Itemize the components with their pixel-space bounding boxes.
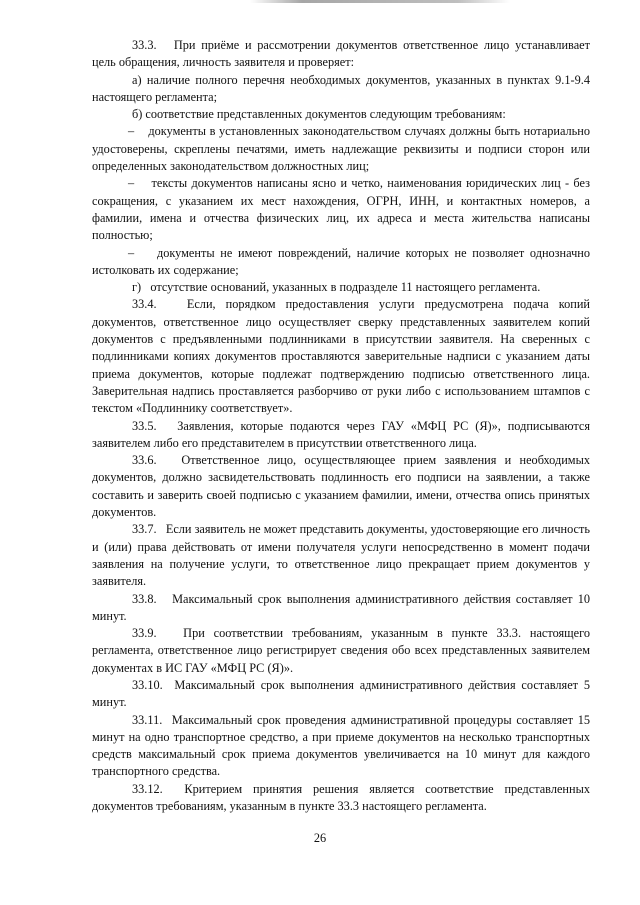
paragraph-33-3: 33.3. При приёме и рассмотрении документов ответственное лицо устанавливает цель обращения, личность заявителя и проверяет: [92,38,590,70]
paragraph-33-6: 33.6. Ответственное лицо, осуществляющее прием заявления и необходимых документов, должно засвидетельствовать подлинность его подписи на заявлении, а также составить и заверить своей подписью с указанием фамилии, имени, отчества опись принятых документов. [92,453,590,520]
paragraph-33-5: 33.5. Заявления, которые подаются через ГАУ «МФЦ РС (Я)», подписываются заявителем либо его представителем в присутствии ответственного лица. [92,418,590,450]
paragraph-33-8: 33.8. Максимальный срок выполнения административного действия составляет 10 минут. [92,591,590,623]
paragraph-item-g: г) отсутствие оснований, указанных в подразделе 11 настоящего регламента. [132,280,541,295]
paragraph-33-7: 33.7. Если заявитель не может представить документы, удостоверяющие его личность и (или) права действовать от имени получателя услуги непосредственно в момент подачи заявления на получение услуги, то ответственное лицо прекращает прием документов у заявителя. [92,522,590,589]
paragraph-dash-notarized: – документы в установленных законодательством случаях должны быть нотариально удостоверены, скреплены печатями, иметь надлежащие реквизиты и подписи сторон или определенных законодательством должностных лиц; [92,124,590,174]
scan-top-edge [250,0,510,3]
paragraph-item-b: б) соответствие представленных документов следующим требованиям: [132,107,506,122]
paragraph-dash-damage: – документы не имеют повреждений, наличие которых не позволяет однозначно истолковать их содержание; [92,245,590,277]
paragraph-item-a: а) наличие полного перечня необходимых документов, указанных в пунктах 9.1-9.4 настоящего регламента; [92,72,590,104]
document-body [92,37,590,815]
page-number: 26 [313,831,327,845]
paragraph-dash-texts: – тексты документов написаны ясно и четко, наименования юридических лиц - без сокращения, с указанием их мест нахождения, ОГРН, ИНН, и контактных номеров, а фамилии, имена и отчества физических лиц, их адреса и места жительства написаны полностью; [92,176,590,243]
paragraph-33-12: 33.12. Критерием принятия решения является соответствие представленных документов требованиям, указанным в пункте 33.3 настоящего регламента. [92,781,590,814]
paragraph-33-11: 33.11. Максимальный срок проведения административной процедуры составляет 15 минут на одно транспортное средство, а при приеме документов на несколько транспортных средств максимальный срок приема документов увеличивается на 10 минут для каждого транспортного средства. [92,712,590,779]
paragraph-33-9: 33.9. При соответствии требованиям, указанным в пункте 33.3. настоящего регламента, ответственное лицо регистрирует сведения обо всех представленных заявителем документах в ИС ГАУ «МФЦ РС (Я)». [92,626,590,675]
paragraph-33-4: 33.4. Если, порядком предоставления услуги предусмотрена подача копий документов, ответственное лицо осуществляет сверку представленных заявителем копий документов с предъявленными подлинниками в присутствии заявителя. На сверенных с подлинниками копиях документов проставляются заверительные надписи с указанием даты приема документов, которые подлежат подтверждению подписью ответственного лица. Заверительная надпись проставляется разборчиво от руки либо с использованием штампов с текстом «Подлиннику соответствует». [92,297,590,416]
paragraph-33-10: 33.10. Максимальный срок выполнения административного действия составляет 5 минут. [92,677,590,710]
